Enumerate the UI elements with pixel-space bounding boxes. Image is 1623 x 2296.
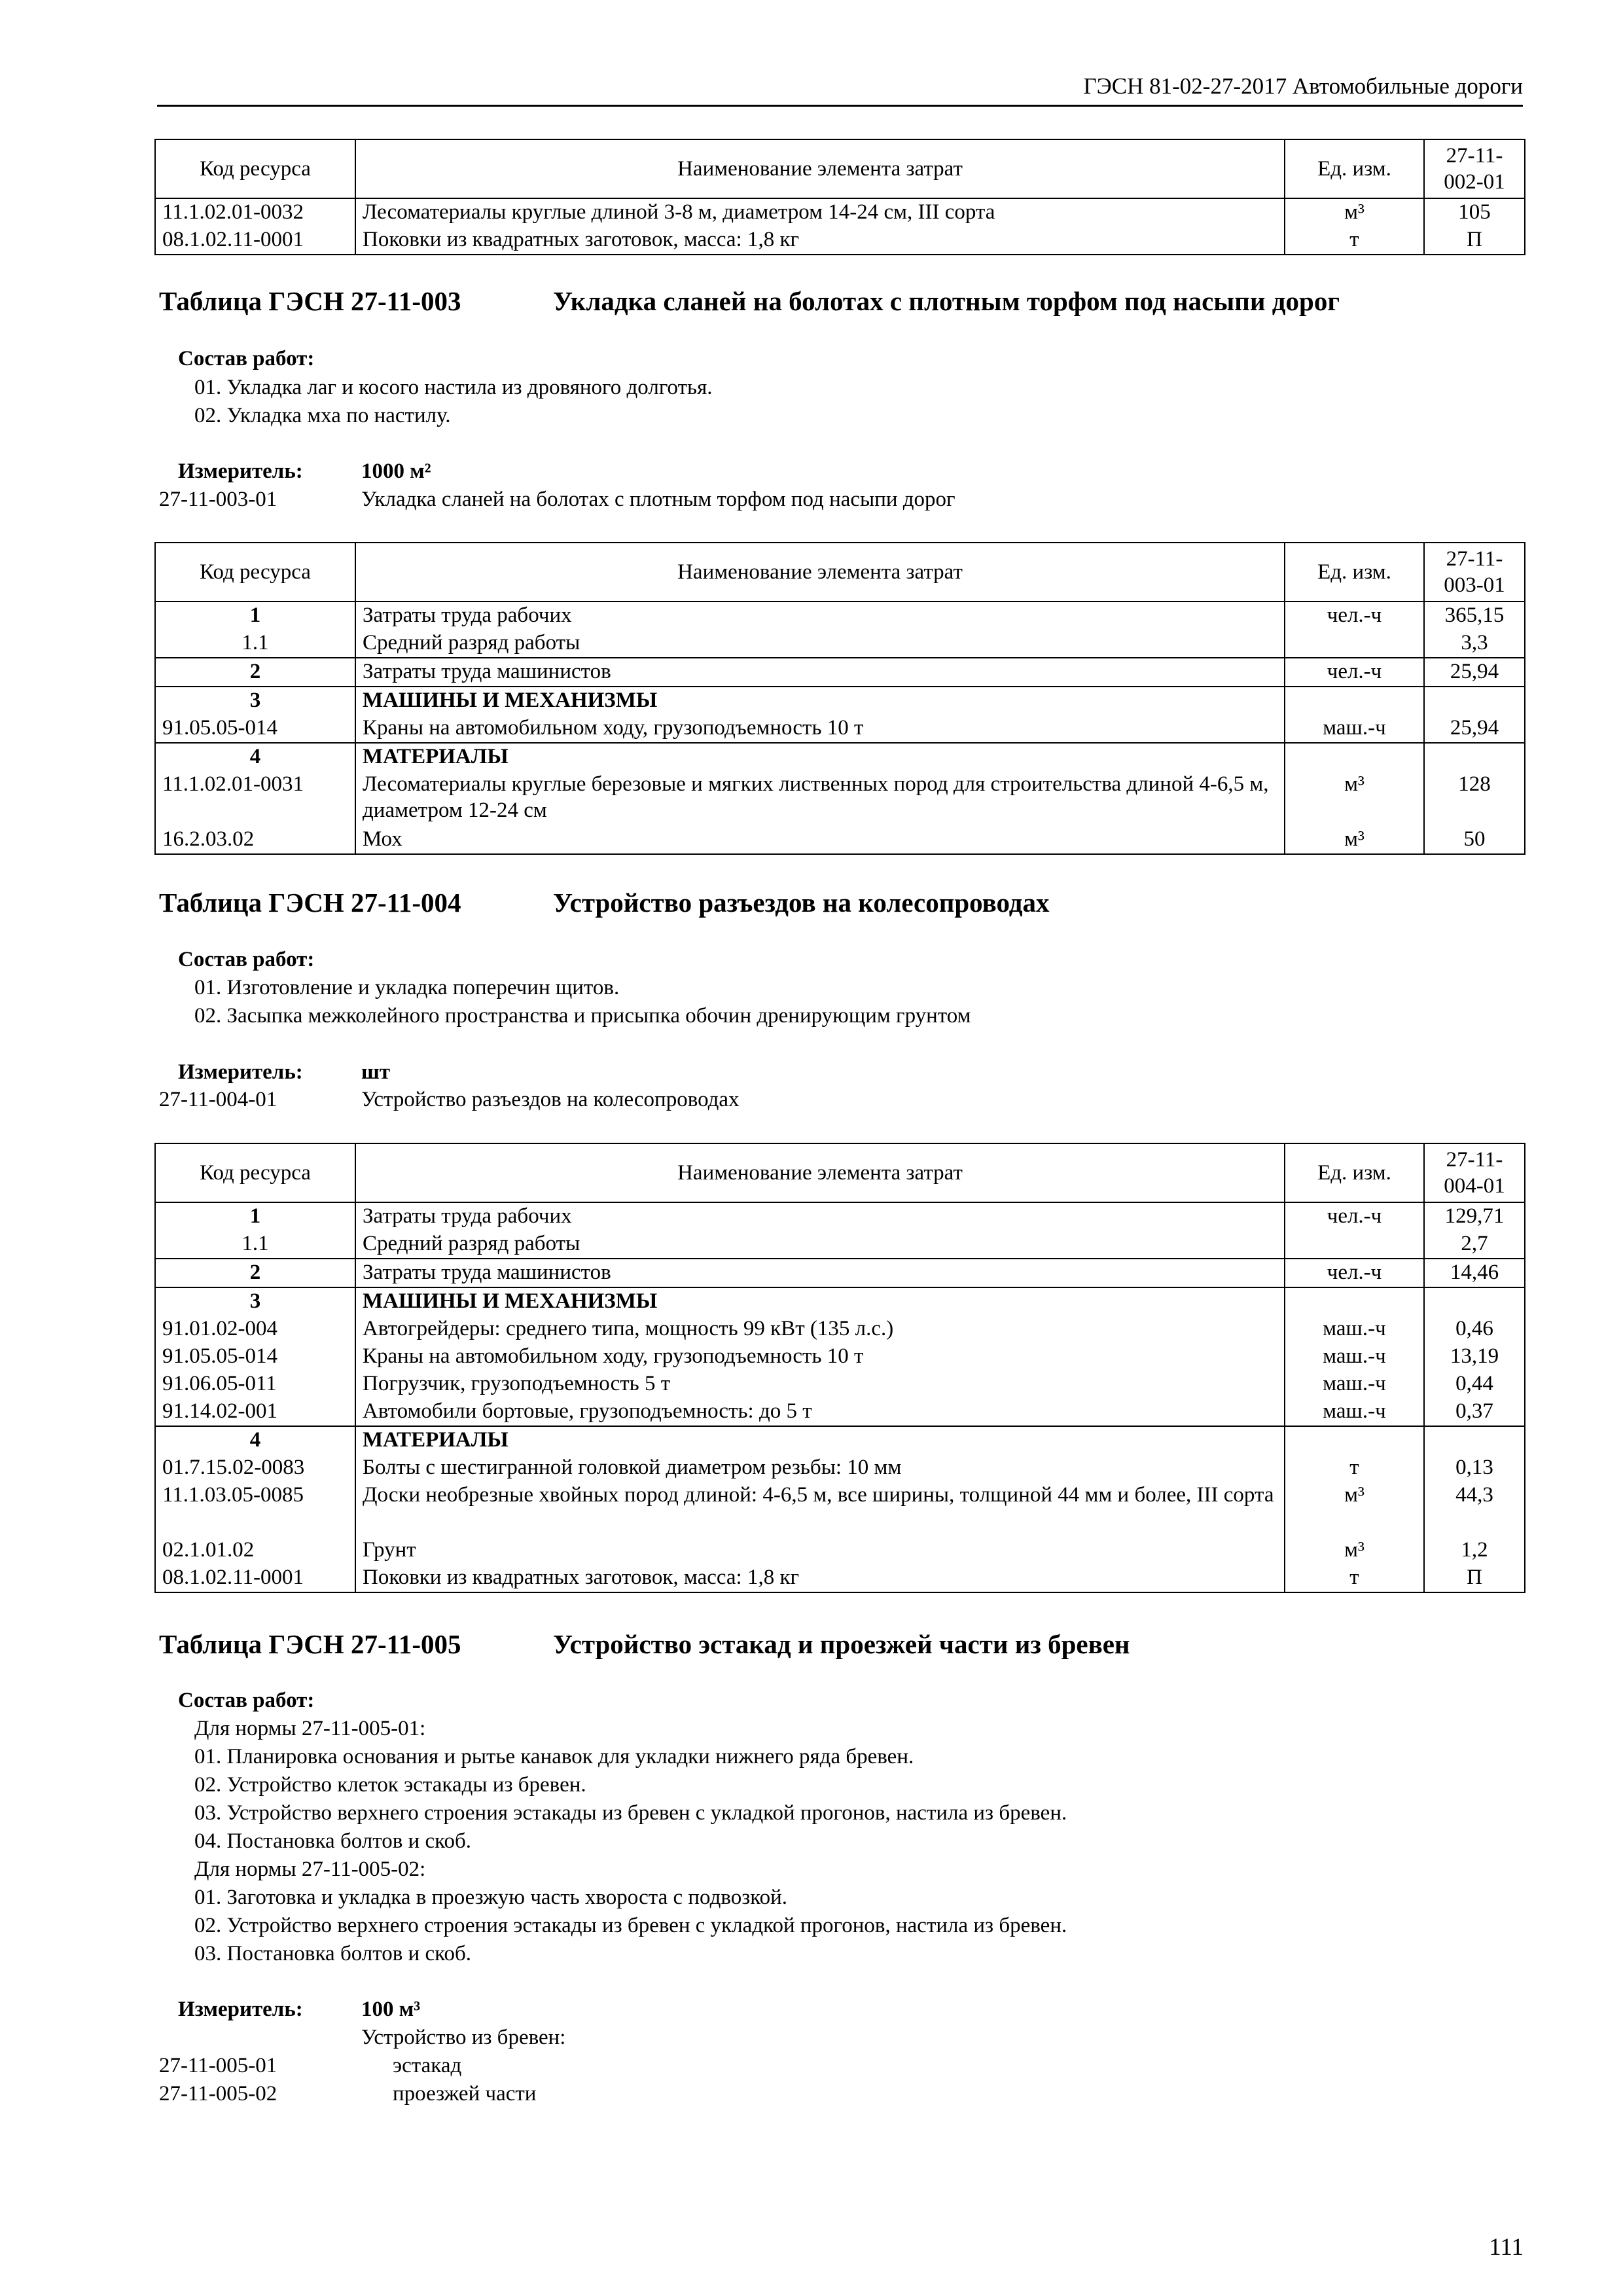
group-row xyxy=(155,743,1525,771)
cell-value: 2,7 xyxy=(1424,1230,1525,1259)
header-unit: Ед. изм. xyxy=(1285,543,1424,601)
group-row xyxy=(155,687,1525,715)
composition-item: 02. Устройство клеток эстакады из бревен. xyxy=(194,1773,586,1797)
table-row xyxy=(155,1564,1525,1592)
cell-unit: маш.-ч xyxy=(1285,1316,1424,1343)
norm-code: 27-11-003-01 xyxy=(159,488,277,511)
composition-item: 02. Укладка мха по настилу. xyxy=(194,404,451,427)
cell-code: 3 xyxy=(155,687,355,715)
table-row xyxy=(155,1454,1525,1482)
composition-label: Состав работ: xyxy=(178,1689,315,1712)
header-code: Код ресурса xyxy=(155,139,355,198)
cell-value: П xyxy=(1424,226,1525,255)
cell-code: 08.1.02.11-0001 xyxy=(155,1564,355,1592)
composition-item: 02. Устройство верхнего строения эстакады из бревен с укладкой прогонов, настила из бревен. xyxy=(194,1914,1067,1937)
table-row xyxy=(155,1537,1525,1564)
table-number: Таблица ГЭСН 27-11-005 xyxy=(159,1629,461,1659)
cell-code: 11.1.02.01-0032 xyxy=(155,198,355,226)
cell-name: МАШИНЫ И МЕХАНИЗМЫ xyxy=(355,1287,1285,1316)
header-name: Наименование элемента затрат xyxy=(355,139,1285,198)
cell-unit: т xyxy=(1285,226,1424,255)
table-row xyxy=(155,715,1525,743)
cell-code: 4 xyxy=(155,743,355,771)
cell-value: 25,94 xyxy=(1424,658,1525,687)
cell-code: 1 xyxy=(155,1202,355,1230)
cell-unit: т xyxy=(1285,1454,1424,1482)
table-title: Устройство разъездов на колесопроводах xyxy=(553,888,1050,918)
cell-code: 3 xyxy=(155,1287,355,1316)
cell-unit xyxy=(1285,630,1424,658)
header-unit: Ед. изм. xyxy=(1285,1143,1424,1202)
composition-item: 01. Изготовление и укладка поперечин щитов. xyxy=(194,976,620,999)
table-row xyxy=(155,1230,1525,1259)
meter-label: Измеритель: xyxy=(178,1060,303,1084)
cell-value: 13,19 xyxy=(1424,1343,1525,1371)
cell-code: 16.2.03.02 xyxy=(155,826,355,854)
table-row xyxy=(155,1482,1525,1537)
cell-code: 91.06.05-011 xyxy=(155,1371,355,1398)
cell-value: П xyxy=(1424,1564,1525,1592)
cell-unit: т xyxy=(1285,1564,1424,1592)
cell-value: 0,37 xyxy=(1424,1398,1525,1426)
cell-value xyxy=(1424,687,1525,715)
running-header: ГЭСН 81-02-27-2017 Автомобильные дороги xyxy=(1083,73,1523,99)
table-row xyxy=(155,771,1525,826)
meter-label: Измеритель: xyxy=(178,459,303,483)
table-header-row xyxy=(155,1143,1525,1202)
cell-unit: м³ xyxy=(1285,1537,1424,1564)
cell-unit: чел.-ч xyxy=(1285,601,1424,630)
cell-code: 01.7.15.02-0083 xyxy=(155,1454,355,1482)
meter-label: Измеритель: xyxy=(178,1998,303,2021)
cell-unit: м³ xyxy=(1285,771,1424,826)
cell-value: 0,46 xyxy=(1424,1316,1525,1343)
cell-name: Лесоматериалы круглые длиной 3-8 м, диаметром 14-24 см, III сорта xyxy=(355,198,1285,226)
composition-item: 03. Постановка болтов и скоб. xyxy=(194,1942,472,1965)
cell-name: Поковки из квадратных заготовок, масса: 1,8 кг xyxy=(355,226,1285,255)
cell-name: Затраты труда рабочих xyxy=(355,601,1285,630)
header-norm: 27-11-002-01 xyxy=(1424,139,1525,198)
cell-name: Краны на автомобильном ходу, грузоподъемность 10 т xyxy=(355,1343,1285,1371)
cell-code: 2 xyxy=(155,1259,355,1287)
cell-code: 1 xyxy=(155,601,355,630)
cell-code: 91.14.02-001 xyxy=(155,1398,355,1426)
cell-value: 365,15 xyxy=(1424,601,1525,630)
composition-item: 02. Засыпка межколейного пространства и присыпка обочин дренирующим грунтом xyxy=(194,1004,971,1028)
cell-unit: маш.-ч xyxy=(1285,1371,1424,1398)
table-number: Таблица ГЭСН 27-11-003 xyxy=(159,286,461,316)
cell-name: Доски необрезные хвойных пород длиной: 4-6,5 м, все ширины, толщиной 44 мм и более, III сорта xyxy=(355,1482,1285,1537)
cell-name: Затраты труда машинистов xyxy=(355,1259,1285,1287)
cell-name: Болты с шестигранной головкой диаметром резьбы: 10 мм xyxy=(355,1454,1285,1482)
group-row xyxy=(155,1287,1525,1316)
table-row xyxy=(155,226,1525,255)
cell-code: 4 xyxy=(155,1426,355,1454)
cell-unit xyxy=(1285,1426,1424,1454)
cell-name: МАТЕРИАЛЫ xyxy=(355,743,1285,771)
table-title: Устройство эстакад и проезжей части из бревен xyxy=(553,1629,1130,1659)
resource-table-003 xyxy=(154,542,1525,855)
table-header-row xyxy=(155,139,1525,198)
table-row xyxy=(155,630,1525,658)
group-row xyxy=(155,1426,1525,1454)
cell-unit: маш.-ч xyxy=(1285,715,1424,743)
cell-name: Автогрейдеры: среднего типа, мощность 99 кВт (135 л.с.) xyxy=(355,1316,1285,1343)
table-row xyxy=(155,198,1525,226)
cell-value: 128 xyxy=(1424,771,1525,826)
cell-unit: маш.-ч xyxy=(1285,1398,1424,1426)
header-name: Наименование элемента затрат xyxy=(355,543,1285,601)
table-number: Таблица ГЭСН 27-11-004 xyxy=(159,888,461,918)
cell-unit xyxy=(1285,1287,1424,1316)
cell-unit: м³ xyxy=(1285,826,1424,854)
meter-value: 100 м³ xyxy=(361,1998,421,2021)
cell-value: 0,44 xyxy=(1424,1371,1525,1398)
norm-code: 27-11-005-01 xyxy=(159,2054,277,2077)
cell-name: Лесоматериалы круглые березовые и мягких лиственных пород для строительства длиной 4-6,5 м, диаметром 12-24 см xyxy=(355,771,1285,826)
cell-unit: чел.-ч xyxy=(1285,658,1424,687)
norm-code: 27-11-005-02 xyxy=(159,2082,277,2106)
resource-table-002 xyxy=(154,139,1525,255)
composition-label: Состав работ: xyxy=(178,347,315,370)
norm-name: эстакад xyxy=(393,2054,462,2077)
cell-name: Поковки из квадратных заготовок, масса: 1,8 кг xyxy=(355,1564,1285,1592)
cell-value xyxy=(1424,1426,1525,1454)
table-row xyxy=(155,1371,1525,1398)
cell-name: Грунт xyxy=(355,1537,1285,1564)
table-row xyxy=(155,1316,1525,1343)
cell-value: 0,13 xyxy=(1424,1454,1525,1482)
cell-unit: чел.-ч xyxy=(1285,1202,1424,1230)
header-unit: Ед. изм. xyxy=(1285,139,1424,198)
table-title: Укладка сланей на болотах с плотным торфом под насыпи дорог xyxy=(553,286,1340,316)
cell-code: 11.1.03.05-0085 xyxy=(155,1482,355,1537)
cell-value xyxy=(1424,743,1525,771)
header-rule xyxy=(157,105,1523,107)
composition-item: 01. Планировка основания и рытье канавок для укладки нижнего ряда бревен. xyxy=(194,1745,914,1768)
composition-item: 03. Устройство верхнего строения эстакады из бревен с укладкой прогонов, настила из бревен. xyxy=(194,1801,1067,1825)
cell-code: 08.1.02.11-0001 xyxy=(155,226,355,255)
cell-value: 105 xyxy=(1424,198,1525,226)
cell-value: 14,46 xyxy=(1424,1259,1525,1287)
cell-name: Затраты труда машинистов xyxy=(355,658,1285,687)
table-row xyxy=(155,1343,1525,1371)
norm-name: Устройство разъездов на колесопроводах xyxy=(361,1088,740,1111)
cell-value: 129,71 xyxy=(1424,1202,1525,1230)
cell-name: Затраты труда рабочих xyxy=(355,1202,1285,1230)
cell-code: 1.1 xyxy=(155,1230,355,1259)
cell-value: 44,3 xyxy=(1424,1482,1525,1537)
table-header-row xyxy=(155,543,1525,601)
cell-code: 91.05.05-014 xyxy=(155,1343,355,1371)
header-code: Код ресурса xyxy=(155,1143,355,1202)
cell-code: 91.05.05-014 xyxy=(155,715,355,743)
cell-code: 02.1.01.02 xyxy=(155,1537,355,1564)
composition-label: Состав работ: xyxy=(178,948,315,971)
cell-name: Автомобили бортовые, грузоподъемность: до 5 т xyxy=(355,1398,1285,1426)
cell-value: 25,94 xyxy=(1424,715,1525,743)
page-number: 111 xyxy=(1489,2234,1524,2261)
cell-code: 91.01.02-004 xyxy=(155,1316,355,1343)
norm-code: 27-11-004-01 xyxy=(159,1088,277,1111)
header-norm: 27-11-003-01 xyxy=(1424,543,1525,601)
cell-unit xyxy=(1285,1230,1424,1259)
cell-name: МАШИНЫ И МЕХАНИЗМЫ xyxy=(355,687,1285,715)
header-code: Код ресурса xyxy=(155,543,355,601)
cell-unit xyxy=(1285,687,1424,715)
table-row xyxy=(155,658,1525,687)
composition-item: Для нормы 27-11-005-01: xyxy=(194,1717,426,1740)
table-row xyxy=(155,601,1525,630)
cell-code: 2 xyxy=(155,658,355,687)
meter-value: 1000 м² xyxy=(361,459,431,483)
meter-value: шт xyxy=(361,1060,391,1084)
composition-item: Для нормы 27-11-005-02: xyxy=(194,1857,426,1881)
cell-name: МАТЕРИАЛЫ xyxy=(355,1426,1285,1454)
cell-code: 11.1.02.01-0031 xyxy=(155,771,355,826)
cell-value xyxy=(1424,1287,1525,1316)
cell-name: Средний разряд работы xyxy=(355,630,1285,658)
header-name: Наименование элемента затрат xyxy=(355,1143,1285,1202)
cell-unit: м³ xyxy=(1285,198,1424,226)
table-row xyxy=(155,1398,1525,1426)
cell-unit: маш.-ч xyxy=(1285,1343,1424,1371)
cell-unit: м³ xyxy=(1285,1482,1424,1537)
table-row xyxy=(155,826,1525,854)
norm-name: Укладка сланей на болотах с плотным торфом под насыпи дорог xyxy=(361,488,955,511)
cell-name: Средний разряд работы xyxy=(355,1230,1285,1259)
composition-item: 04. Постановка болтов и скоб. xyxy=(194,1829,472,1853)
resource-table-004 xyxy=(154,1143,1525,1593)
table-row xyxy=(155,1259,1525,1287)
cell-value: 50 xyxy=(1424,826,1525,854)
cell-name: Мох xyxy=(355,826,1285,854)
cell-code: 1.1 xyxy=(155,630,355,658)
cell-name: Краны на автомобильном ходу, грузоподъемность 10 т xyxy=(355,715,1285,743)
cell-name: Погрузчик, грузоподъемность 5 т xyxy=(355,1371,1285,1398)
composition-item: 01. Заготовка и укладка в проезжую часть хвороста с подвозкой. xyxy=(194,1886,788,1909)
cell-value: 3,3 xyxy=(1424,630,1525,658)
cell-value: 1,2 xyxy=(1424,1537,1525,1564)
cell-unit: чел.-ч xyxy=(1285,1259,1424,1287)
table-row xyxy=(155,1202,1525,1230)
header-norm: 27-11-004-01 xyxy=(1424,1143,1525,1202)
cell-unit xyxy=(1285,743,1424,771)
norm-group: Устройство из бревен: xyxy=(361,2026,566,2049)
composition-item: 01. Укладка лаг и косого настила из дровяного долготья. xyxy=(194,376,713,399)
norm-name: проезжей части xyxy=(393,2082,537,2106)
